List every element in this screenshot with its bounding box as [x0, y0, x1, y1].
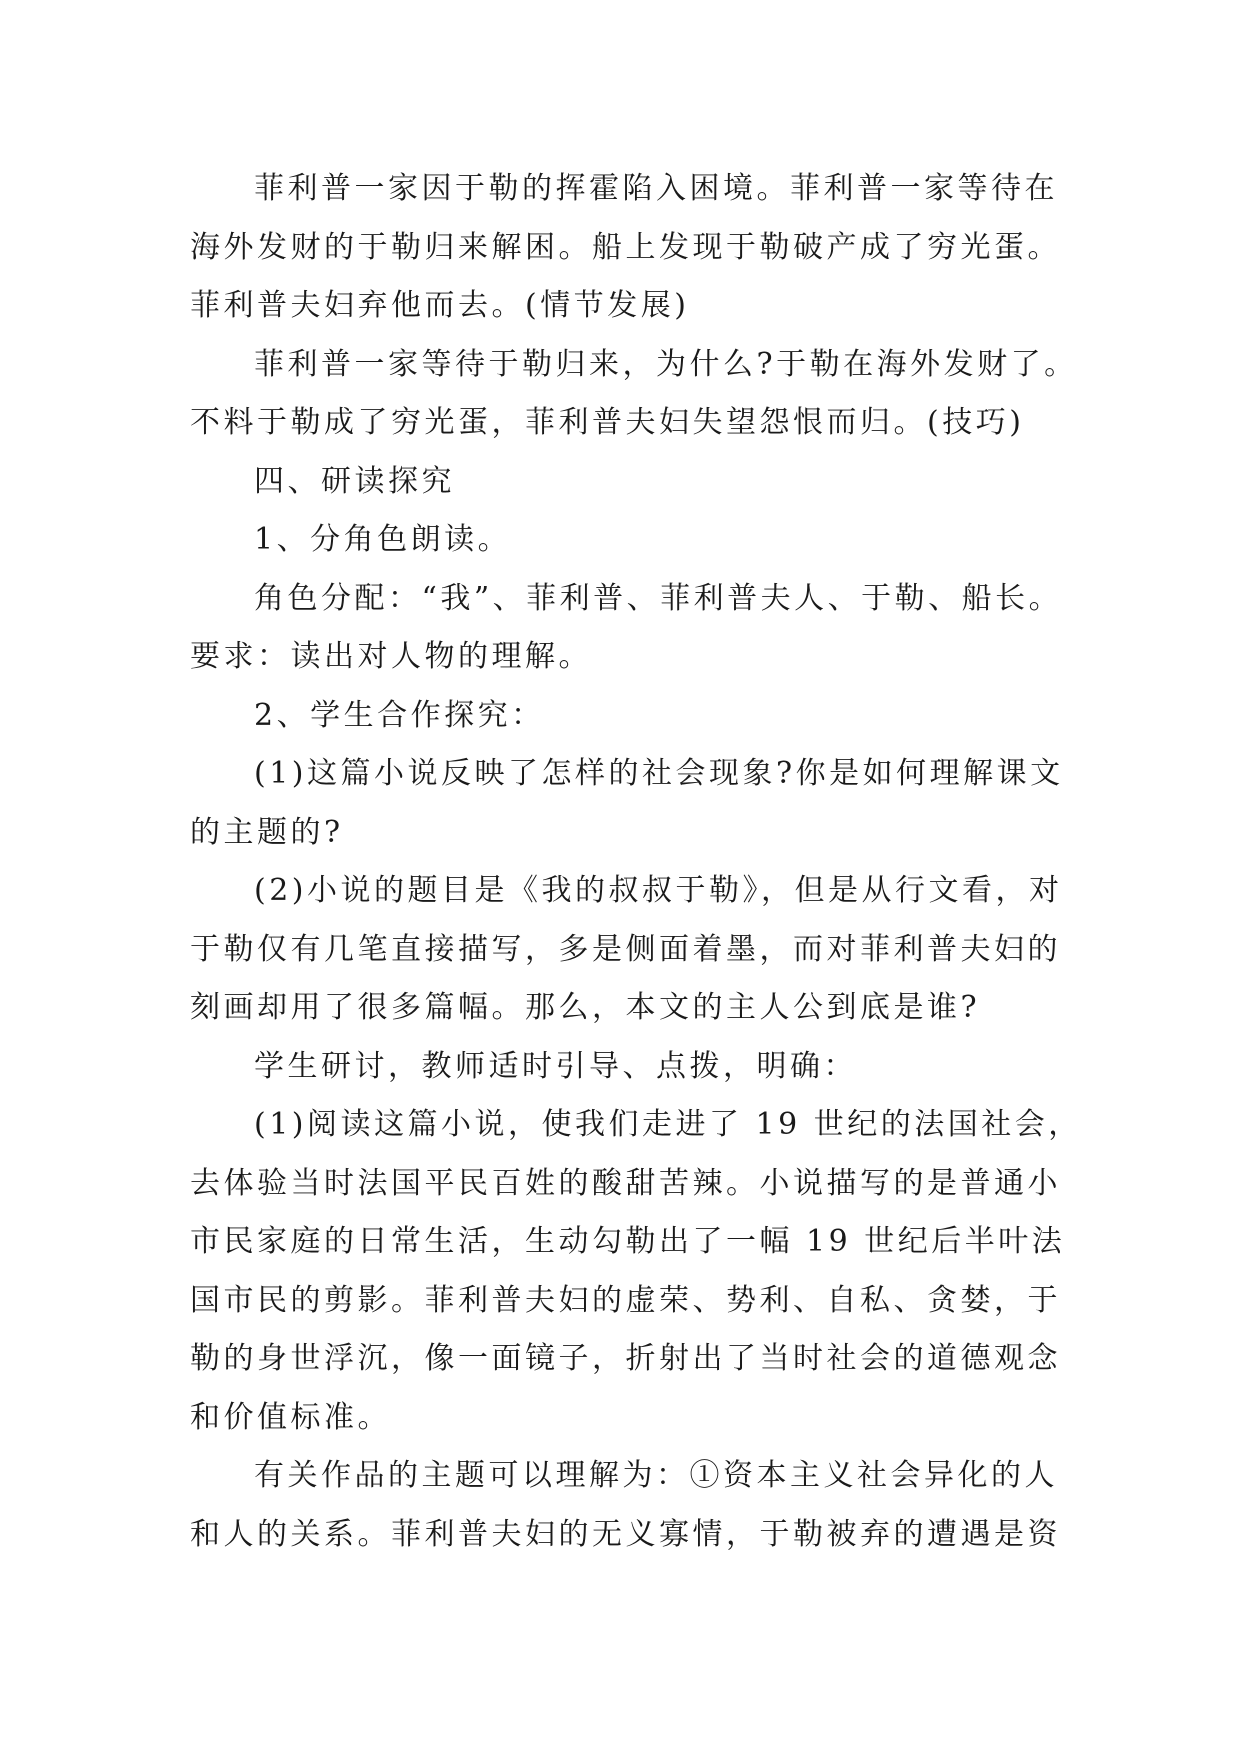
text-line: 要求：读出对人物的理解。 [190, 639, 592, 674]
text-line: 菲利普一家等待于勒归来，为什么?于勒在海外发财了。 [254, 346, 1078, 382]
text-line: (1)阅读这篇小说，使我们走进了 19 世纪的法国社会， [254, 1107, 1082, 1142]
text-line: 和人的关系。菲利普夫妇的无义寡情，于勒被弃的遭遇是资 [190, 1516, 1061, 1552]
text-line: 国市民的剪影。菲利普夫妇的虚荣、势利、自私、贪婪，于 [190, 1282, 1061, 1318]
text-line: 和价值标准。 [190, 1399, 391, 1435]
text-line: 勒的身世浮沉，像一面镜子，折射出了当时社会的道德观念 [190, 1341, 1061, 1376]
text-line: 角色分配：“我”、菲利普、菲利普夫人、于勒、船长。 [254, 580, 1063, 616]
text-line: 四、研读探究 [254, 463, 455, 499]
text-line: 2、学生合作探究： [254, 697, 545, 733]
text-line: 菲利普夫妇弃他而去。(情节发展) [190, 288, 690, 323]
document-body [190, 160, 1082, 1564]
text-line: 市民家庭的日常生活，生动勾勒出了一幅 19 世纪后半叶法 [190, 1224, 1066, 1259]
text-line: (1)这篇小说反映了怎样的社会现象?你是如何理解课文 [254, 756, 1064, 791]
text-line: 刻画却用了很多篇幅。那么，本文的主人公到底是谁? [190, 990, 981, 1025]
text-line: 菲利普一家因于勒的挥霍陷入困境。菲利普一家等待在 [254, 171, 1058, 206]
text-line: 的主题的? [190, 814, 344, 850]
text-line: 有关作品的主题可以理解为：①资本主义社会异化的人 [254, 1458, 1058, 1493]
text-line: 去体验当时法国平民百姓的酸甜苦辣。小说描写的是普通小 [190, 1165, 1061, 1201]
text-line: 海外发财的于勒归来解困。船上发现于勒破产成了穷光蛋。 [190, 229, 1061, 265]
text-line: (2)小说的题目是《我的叔叔于勒》，但是从行文看，对 [254, 873, 1063, 908]
text-line: 学生研讨，教师适时引导、点拨，明确： [254, 1048, 857, 1084]
text-line: 不料于勒成了穷光蛋，菲利普夫妇失望怨恨而归。(技巧) [190, 405, 1025, 440]
text-line: 1、分角色朗读。 [254, 522, 512, 557]
text-line: 于勒仅有几笔直接描写，多是侧面着墨，而对菲利普夫妇的 [190, 931, 1061, 967]
